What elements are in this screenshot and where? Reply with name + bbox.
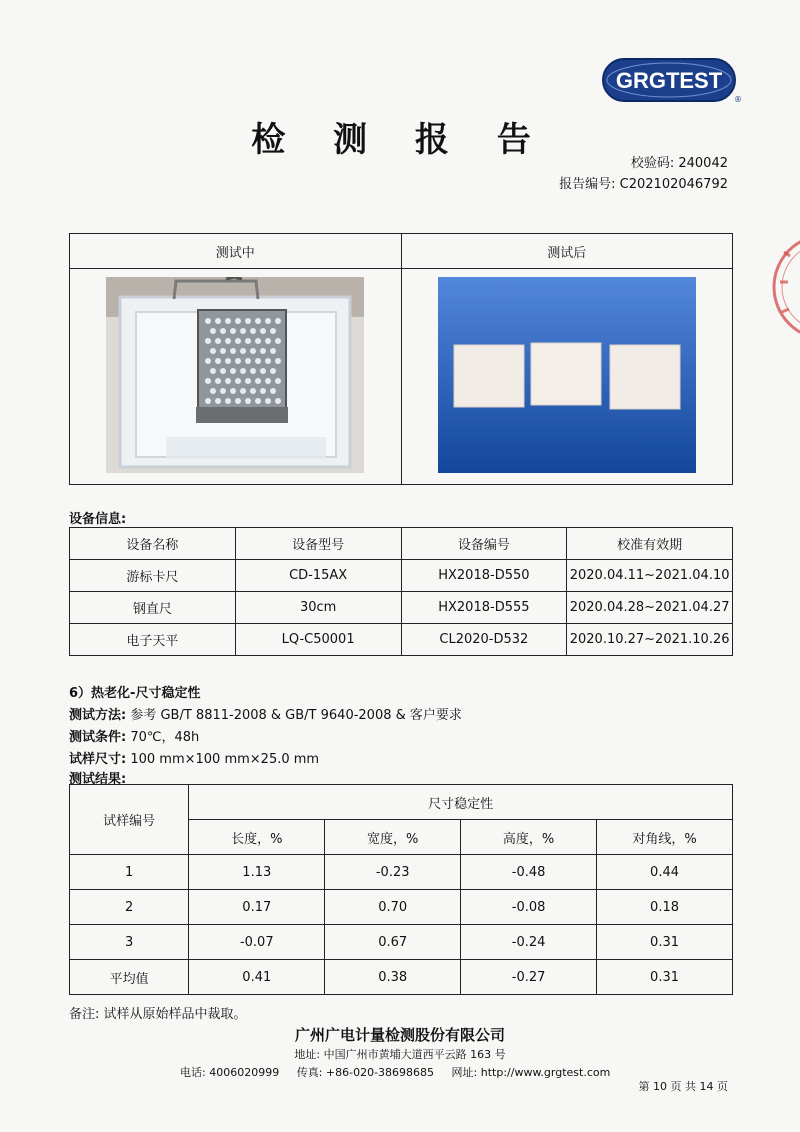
photo-during-test bbox=[106, 277, 364, 473]
results-cell: 0.44 bbox=[597, 855, 733, 890]
results-cell: 3 bbox=[70, 925, 189, 960]
table-row bbox=[70, 890, 733, 925]
results-cell: -0.23 bbox=[325, 855, 461, 890]
footer-address: 地址: 中国广州市黄埔大道西平云路 163 号 bbox=[294, 1048, 506, 1061]
sample-size-label: 试样尺寸: bbox=[69, 752, 127, 767]
table-row bbox=[70, 592, 733, 624]
report-number-label: 报告编号: bbox=[559, 177, 616, 192]
results-header-length: 长度，% bbox=[189, 820, 325, 855]
results-header-height: 高度，% bbox=[461, 820, 597, 855]
footer-company: 广州广电计量检测股份有限公司 bbox=[294, 1026, 505, 1044]
equip-cell: 30cm bbox=[235, 592, 401, 624]
equipment-section-label: 设备信息: bbox=[69, 512, 127, 527]
page-number: 第 10 页 共 14 页 bbox=[638, 1080, 728, 1093]
equip-cell: 钢直尺 bbox=[70, 592, 236, 624]
photo-header-after: 测试后 bbox=[401, 234, 733, 269]
equip-header-model: 设备型号 bbox=[235, 528, 401, 560]
results-cell: -0.27 bbox=[461, 960, 597, 995]
test-method-label: 测试方法: bbox=[69, 708, 127, 723]
results-header-group: 尺寸稳定性 bbox=[189, 785, 733, 820]
sample-size-value: 100 mm×100 mm×25.0 mm bbox=[130, 752, 320, 767]
check-code-label: 校验码: bbox=[630, 156, 675, 171]
test-results-label-text: 测试结果: bbox=[69, 772, 127, 787]
table-row bbox=[70, 624, 733, 656]
results-cell: -0.48 bbox=[461, 855, 597, 890]
equip-cell: HX2018-D555 bbox=[401, 592, 567, 624]
grgtest-logo bbox=[602, 58, 742, 104]
report-number bbox=[559, 173, 728, 192]
footer-contact bbox=[180, 1064, 624, 1080]
results-cell: 0.67 bbox=[325, 925, 461, 960]
test-condition-value: 70℃，48h bbox=[130, 730, 200, 745]
test-method-value: 参考 GB/T 8811-2008 & GB/T 9640-2008 & 客户要求 bbox=[130, 708, 462, 723]
results-cell: 0.31 bbox=[597, 925, 733, 960]
check-code-value: 240042 bbox=[678, 156, 728, 171]
sample-size bbox=[69, 748, 319, 767]
equip-header-calibration: 校准有效期 bbox=[567, 528, 733, 560]
equipment-table bbox=[69, 527, 733, 656]
check-code bbox=[631, 152, 728, 171]
results-cell: 1.13 bbox=[189, 855, 325, 890]
test-condition-label: 测试条件: bbox=[69, 730, 127, 745]
results-cell: -0.07 bbox=[189, 925, 325, 960]
remark-note: 备注: 试样从原始样品中裁取。 bbox=[69, 1007, 247, 1022]
photo-header-during: 测试中 bbox=[70, 234, 402, 269]
page-title: 检 测 报 告 bbox=[251, 120, 549, 160]
table-row bbox=[70, 925, 733, 960]
equip-cell: LQ-C50001 bbox=[235, 624, 401, 656]
results-cell: -0.24 bbox=[461, 925, 597, 960]
footer-fax: 传真: +86-020-38698685 bbox=[296, 1066, 435, 1079]
results-header-diagonal: 对角线，% bbox=[597, 820, 733, 855]
equip-cell: CL2020-D532 bbox=[401, 624, 567, 656]
results-cell: 0.31 bbox=[597, 960, 733, 995]
results-cell: 0.17 bbox=[189, 890, 325, 925]
results-cell: -0.08 bbox=[461, 890, 597, 925]
results-cell: 0.70 bbox=[325, 890, 461, 925]
photo-cell-after bbox=[401, 269, 733, 485]
table-header-row bbox=[70, 785, 733, 820]
equip-cell: CD-15AX bbox=[235, 560, 401, 592]
test-heading bbox=[69, 682, 200, 701]
results-cell: 0.41 bbox=[189, 960, 325, 995]
test-method bbox=[69, 704, 462, 723]
footer-phone: 电话: 4006020999 bbox=[180, 1066, 280, 1079]
equip-cell: 2020.10.27~2021.10.26 bbox=[567, 624, 733, 656]
results-table bbox=[69, 784, 733, 995]
equip-header-name: 设备名称 bbox=[70, 528, 236, 560]
table-row bbox=[70, 560, 733, 592]
results-cell: 2 bbox=[70, 890, 189, 925]
photo-after-test bbox=[438, 277, 696, 473]
logo-reg: ® bbox=[734, 95, 742, 104]
results-cell: 1 bbox=[70, 855, 189, 890]
equip-cell: HX2018-D550 bbox=[401, 560, 567, 592]
equip-cell: 2020.04.28~2021.04.27 bbox=[567, 592, 733, 624]
equip-cell: 电子天平 bbox=[70, 624, 236, 656]
results-header-width: 宽度，% bbox=[325, 820, 461, 855]
equip-cell: 2020.04.11~2021.04.10 bbox=[567, 560, 733, 592]
photos-table bbox=[69, 233, 733, 485]
results-cell: 0.18 bbox=[597, 890, 733, 925]
photo-cell-during bbox=[70, 269, 402, 485]
table-header-row bbox=[70, 528, 733, 560]
test-condition bbox=[69, 726, 199, 745]
results-cell: 平均值 bbox=[70, 960, 189, 995]
equip-cell: 游标卡尺 bbox=[70, 560, 236, 592]
logo-text: GRGTEST bbox=[615, 68, 723, 93]
report-number-value: C202102046792 bbox=[619, 177, 728, 192]
results-cell: 0.38 bbox=[325, 960, 461, 995]
equip-header-number: 设备编号 bbox=[401, 528, 567, 560]
table-row bbox=[70, 855, 733, 890]
test-heading-text: 6）热老化-尺寸稳定性 bbox=[69, 686, 201, 701]
table-row bbox=[70, 960, 733, 995]
seal-stamp bbox=[764, 212, 800, 362]
results-header-sample: 试样编号 bbox=[70, 785, 189, 855]
footer-website: 网址: http://www.grgtest.com bbox=[451, 1066, 611, 1079]
